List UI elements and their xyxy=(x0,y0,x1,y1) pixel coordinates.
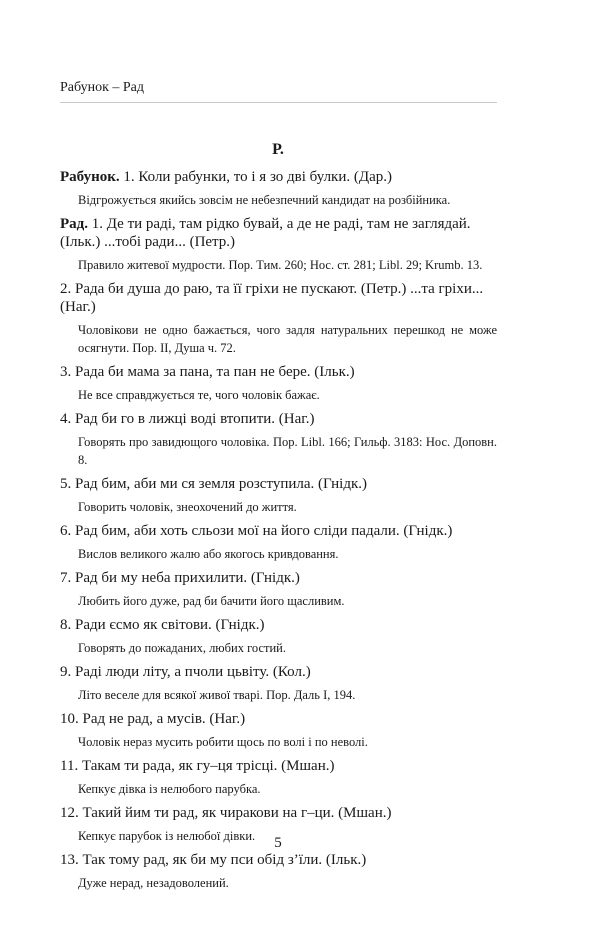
header-rule xyxy=(60,102,497,103)
comment: Любить його дуже, рад би бачити його щасливим. xyxy=(78,594,345,608)
saying-text: 1. Де ти раді, там рідко бувай, а де не раді, там не заглядай. (Ільк.) ...тобі ради... (Петр.) xyxy=(60,216,471,250)
saying xyxy=(60,168,497,186)
comment: Дуже нерад, незадоволений. xyxy=(78,876,229,890)
comment: Відгрожується якийсь зовсім не небезпечний кандидат на розбійника. xyxy=(78,193,451,207)
saying: 5. Рад бим, аби ми ся земля розступила. (Гнідк.) xyxy=(60,476,367,492)
entry xyxy=(60,410,497,469)
entry xyxy=(60,616,497,657)
comment: Говорить чоловік, знеохочений до життя. xyxy=(78,500,297,514)
entry xyxy=(60,215,497,274)
saying: 12. Такий йим ти рад, як чиракови на г–ци. (Мшан.) xyxy=(60,805,392,821)
headword: Рабунок. xyxy=(60,169,120,185)
entry xyxy=(60,522,497,563)
comment: Кепкує парубок із нелюбої дівки. xyxy=(78,829,256,843)
saying: 4. Рад би го в лижці воді втопити. (Наг.) xyxy=(60,411,315,427)
saying: 9. Раді люди літу, а пчоли цьвіту. (Кол.) xyxy=(60,664,311,680)
comment: Правило житевої мудрости. Пор. Тим. 260; Нос. ст. 281; Libl. 29; Krumb. 13. xyxy=(78,258,483,272)
entry xyxy=(60,569,497,610)
comment: Говорять до пожаданих, любих гостий. xyxy=(78,641,286,655)
comment: Літо веселе для всякої живої тварі. Пор. Даль I, 194. xyxy=(78,688,356,702)
saying: 3. Рада би мама за пана, та пан не бере. (Ільк.) xyxy=(60,364,355,380)
comment: Чоловікови не одно бажається, чого задля натуральних перешкод не може осягнути. Пор. II, Душа ч. 72. xyxy=(78,323,497,355)
page-number: 5 xyxy=(274,835,282,851)
comment: Чоловік нераз мусить робити щось по волі і по неволі. xyxy=(78,735,368,749)
saying: 13. Так тому рад, як би му пси обід з’їли. (Ільк.) xyxy=(60,852,367,868)
saying-text: 1. Коли рабунки, то і я зо дві булки. (Дар.) xyxy=(119,169,392,185)
comment: Кепкує дівка із нелюбого парубка. xyxy=(78,782,261,796)
entry xyxy=(60,851,497,892)
comment: Говорять про завидющого чоловіка. Пор. Libl. 166; Гильф. 3183: Нос. Доповн. 8. xyxy=(78,435,497,467)
saying xyxy=(60,215,497,251)
entry xyxy=(60,475,497,516)
entries-list xyxy=(60,168,497,898)
entry xyxy=(60,757,497,798)
saying: 7. Рад би му неба прихилити. (Гнідк.) xyxy=(60,570,300,586)
entry xyxy=(60,363,497,404)
saying: 2. Рада би душа до раю, та її гріхи не пускают. (Петр.) ...та гріхи... (Наг.) xyxy=(60,281,484,315)
comment: Не все справджується те, чого чоловік бажає. xyxy=(78,388,320,402)
saying: 8. Ради єсмо як світови. (Гнідк.) xyxy=(60,617,265,633)
running-header: Рабунок – Рад xyxy=(60,80,145,95)
entry xyxy=(60,168,497,209)
entry xyxy=(60,710,497,751)
comment: Вислов великого жалю або якогось кривдовання. xyxy=(78,547,339,561)
headword: Рад. xyxy=(60,216,89,232)
section-letter: Р. xyxy=(272,141,284,158)
saying: 11. Такам ти рада, як гу–ця трісці. (Мшан.) xyxy=(60,758,335,774)
entry xyxy=(60,663,497,704)
saying: 10. Рад не рад, а мусів. (Наг.) xyxy=(60,711,246,727)
entry xyxy=(60,280,497,357)
saying: 6. Рад бим, аби хоть сльози мої на його сліди падали. (Гнідк.) xyxy=(60,523,453,539)
